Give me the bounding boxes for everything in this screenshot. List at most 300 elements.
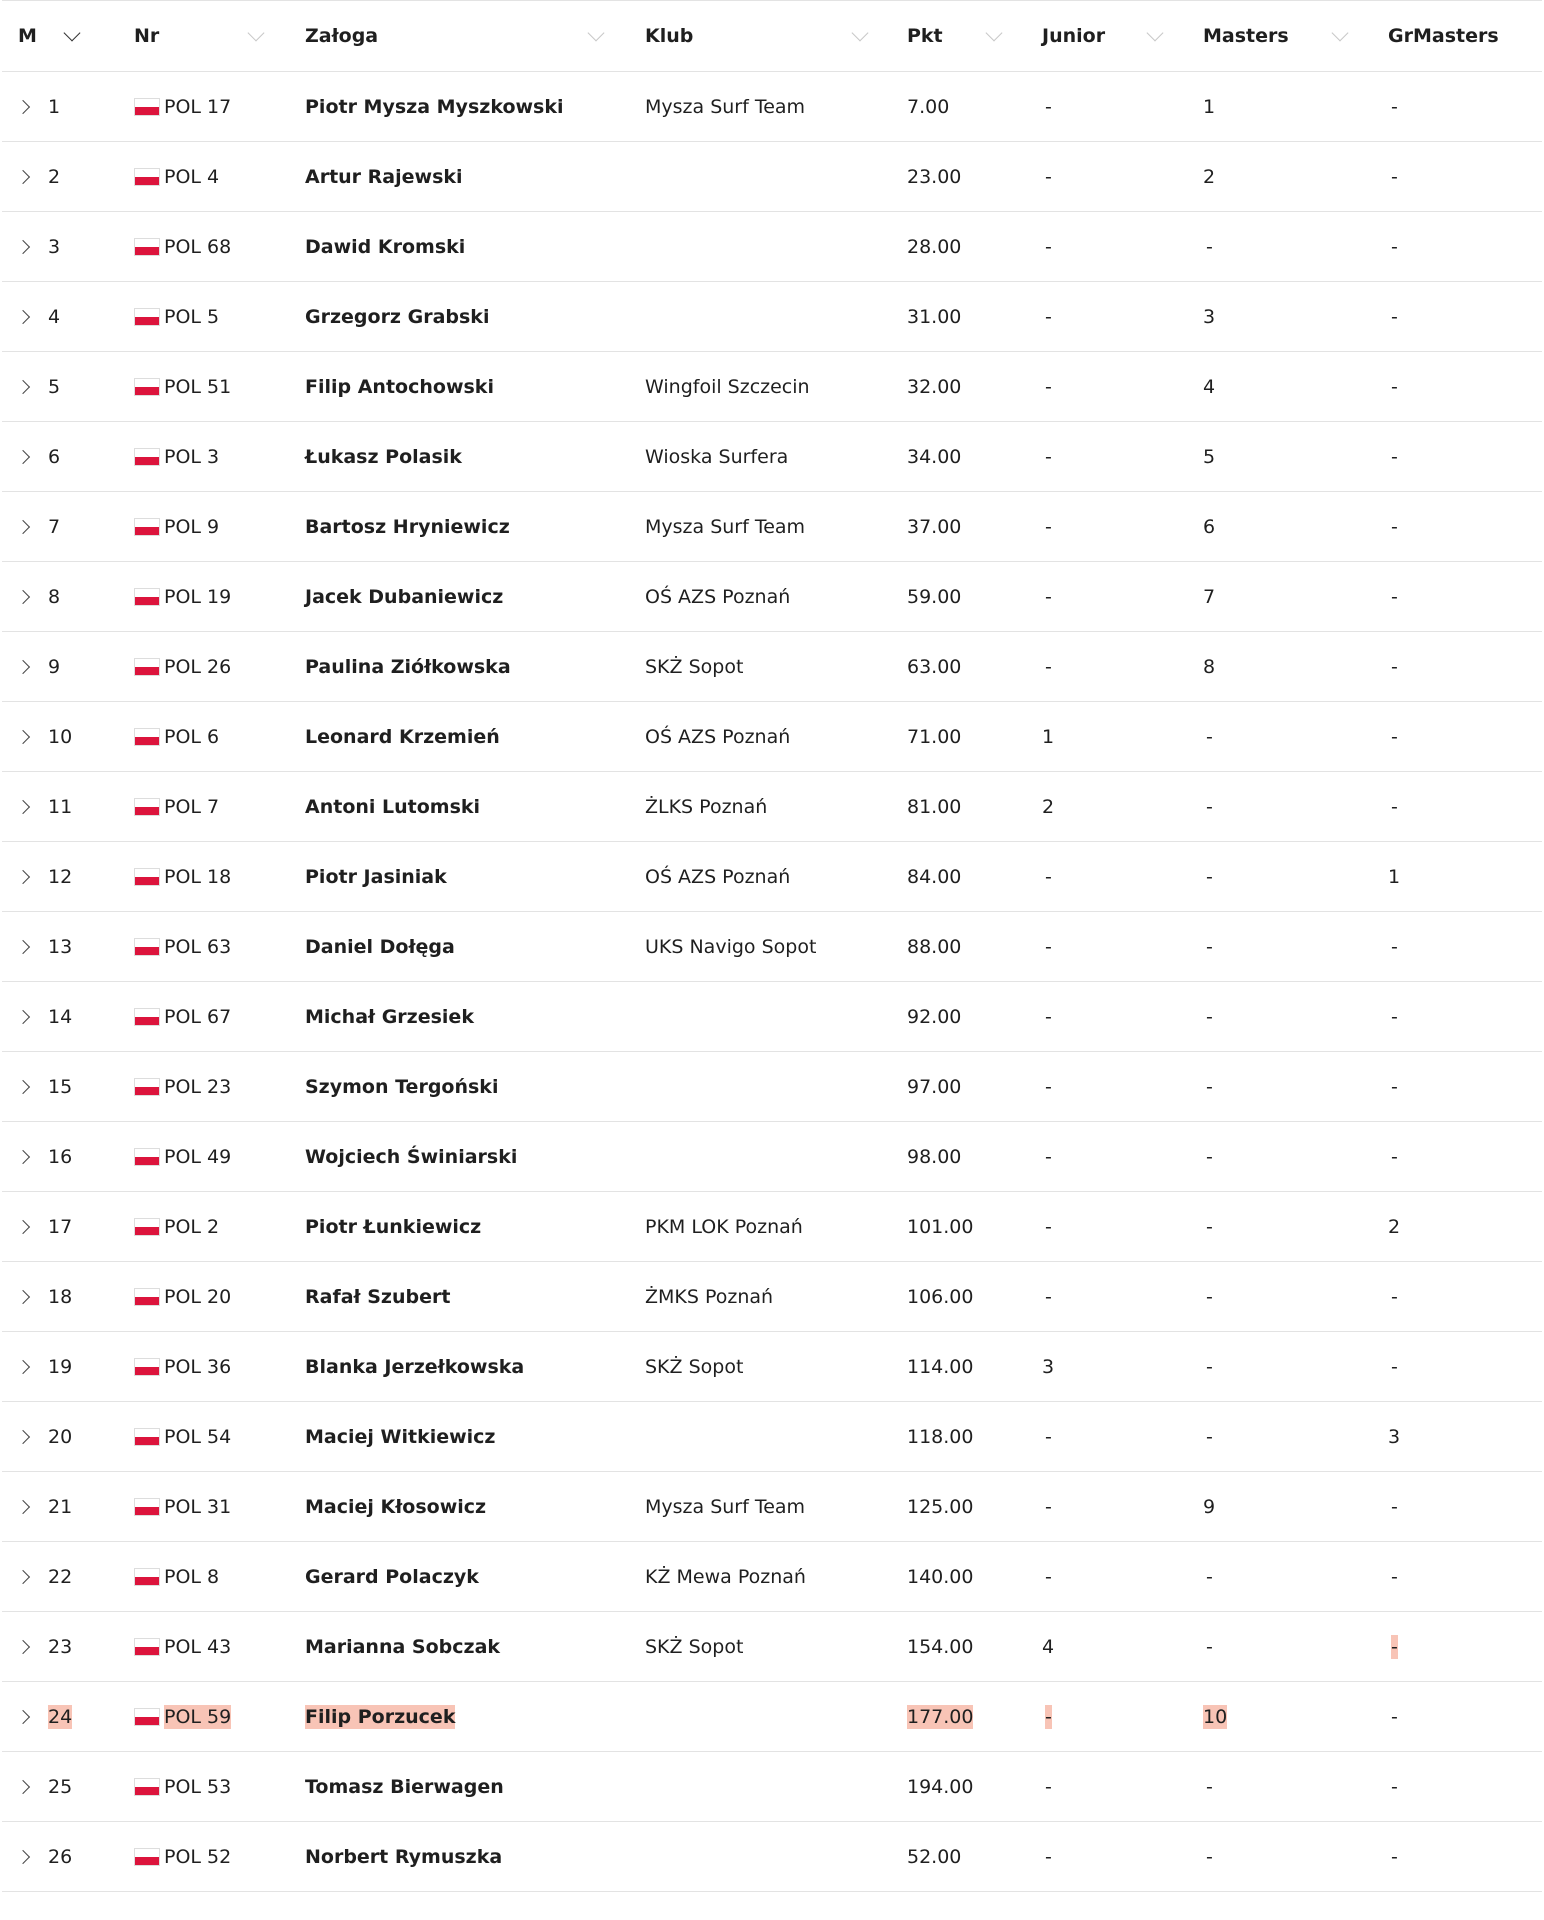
points-cell (907, 1472, 973, 1541)
masters-cell (1203, 1192, 1213, 1261)
points-cell-text: 140.00 (907, 1565, 974, 1588)
position-cell (18, 1262, 72, 1331)
sail-number-cell (134, 632, 231, 701)
table-row[interactable] (2, 1542, 1542, 1612)
table-row[interactable] (2, 282, 1542, 352)
table-row[interactable] (2, 1612, 1542, 1682)
masters-cell-text: - (1206, 1075, 1213, 1098)
position-cell (18, 1052, 72, 1121)
sail-number-cell-text: POL 54 (164, 1425, 232, 1448)
junior-cell (1042, 772, 1054, 841)
grmasters-cell (1388, 1052, 1398, 1121)
chevron-down-icon[interactable] (66, 1, 78, 71)
poland-flag-icon (134, 1778, 160, 1796)
chevron-right-icon[interactable] (16, 309, 30, 323)
points-cell (907, 282, 961, 351)
chevron-right-icon[interactable] (16, 1849, 30, 1863)
position-cell (18, 1192, 72, 1261)
points-cell (907, 842, 961, 911)
sort-icon[interactable] (1334, 1, 1346, 71)
crew-cell-text: Filip Porzucek (305, 1705, 456, 1728)
club-cell (645, 422, 788, 491)
sail-number-cell (134, 982, 231, 1051)
table-row[interactable] (2, 1052, 1542, 1122)
masters-cell (1203, 562, 1215, 631)
sort-icon[interactable] (590, 1, 602, 71)
crew-cell-text: Rafał Szubert (305, 1285, 451, 1308)
sail-number-cell-text: POL 52 (164, 1845, 232, 1868)
grmasters-cell (1388, 912, 1398, 981)
points-cell-text: 177.00 (907, 1705, 974, 1728)
sail-number-cell (134, 772, 219, 841)
chevron-right-icon[interactable] (16, 1779, 30, 1793)
club-cell (645, 702, 790, 771)
sail-number-cell-text: POL 53 (164, 1775, 232, 1798)
club-cell (645, 492, 805, 561)
table-row[interactable] (2, 1682, 1542, 1752)
points-cell-text: 63.00 (907, 655, 962, 678)
table-row[interactable] (2, 842, 1542, 912)
junior-cell-text: - (1045, 1845, 1052, 1868)
chevron-right-icon[interactable] (16, 729, 30, 743)
junior-cell (1042, 1542, 1052, 1611)
junior-cell (1042, 632, 1052, 701)
crew-cell-text: Bartosz Hryniewicz (305, 515, 510, 538)
masters-cell (1203, 982, 1213, 1051)
sail-number-cell-text: POL 67 (164, 1005, 232, 1028)
junior-cell-text: 2 (1042, 795, 1055, 818)
header-club[interactable]: Klub (645, 25, 694, 47)
masters-cell (1203, 492, 1215, 561)
junior-cell (1042, 842, 1052, 911)
club-cell (645, 352, 810, 421)
chevron-right-icon[interactable] (16, 1219, 30, 1233)
points-cell-text: 32.00 (907, 375, 962, 398)
junior-cell-text: - (1045, 1075, 1052, 1098)
grmasters-cell-text: - (1391, 655, 1398, 678)
chevron-right-icon[interactable] (16, 1569, 30, 1583)
table-row[interactable] (2, 1402, 1542, 1472)
chevron-right-icon[interactable] (16, 1149, 30, 1163)
masters-cell-text: - (1206, 1285, 1213, 1308)
points-cell-text: 118.00 (907, 1425, 974, 1448)
masters-cell (1203, 142, 1215, 211)
junior-cell-text: 3 (1042, 1355, 1055, 1378)
junior-cell-text: - (1045, 1775, 1052, 1798)
sail-number-cell (134, 1052, 231, 1121)
chevron-right-icon[interactable] (16, 1639, 30, 1653)
grmasters-cell (1388, 492, 1398, 561)
position-cell (18, 1122, 72, 1191)
junior-cell-text: - (1045, 1215, 1052, 1238)
junior-cell (1042, 982, 1052, 1051)
crew-cell (305, 212, 465, 281)
poland-flag-icon (134, 98, 160, 116)
points-cell (907, 1052, 961, 1121)
points-cell-text: 97.00 (907, 1075, 962, 1098)
header-m[interactable]: M (18, 25, 37, 47)
sail-number-cell (134, 352, 231, 421)
junior-cell (1042, 492, 1052, 561)
club-cell (645, 772, 767, 841)
grmasters-cell-text: - (1391, 1635, 1398, 1658)
position-cell (18, 1472, 72, 1541)
crew-cell (305, 1822, 502, 1891)
grmasters-cell-text: - (1391, 515, 1398, 538)
masters-cell-text: 10 (1203, 1705, 1228, 1728)
poland-flag-icon (134, 1358, 160, 1376)
table-row[interactable] (2, 632, 1542, 702)
poland-flag-icon (134, 448, 160, 466)
masters-cell (1203, 1822, 1213, 1891)
poland-flag-icon (134, 798, 160, 816)
table-row[interactable] (2, 422, 1542, 492)
header-nr[interactable]: Nr (134, 25, 160, 47)
position-cell-text: 9 (48, 655, 61, 678)
position-cell-text: 4 (48, 305, 61, 328)
club-cell (645, 1332, 743, 1401)
sail-number-cell-text: POL 8 (164, 1565, 220, 1588)
poland-flag-icon (134, 1848, 160, 1866)
sort-icon[interactable] (988, 1, 1000, 71)
table-row[interactable] (2, 1752, 1542, 1822)
sort-icon[interactable] (250, 1, 262, 71)
grmasters-cell (1388, 422, 1398, 491)
table-row[interactable] (2, 982, 1542, 1052)
grmasters-cell-text: - (1391, 935, 1398, 958)
masters-cell-text: 4 (1203, 375, 1216, 398)
chevron-right-icon[interactable] (16, 379, 30, 393)
table-row[interactable] (2, 702, 1542, 772)
points-cell-text: 23.00 (907, 165, 962, 188)
club-cell-text: SKŻ Sopot (645, 1355, 744, 1378)
header-junior[interactable]: Junior (1042, 25, 1106, 47)
position-cell-text: 16 (48, 1145, 73, 1168)
crew-cell-text: Tomasz Bierwagen (305, 1775, 504, 1798)
masters-cell (1203, 912, 1213, 981)
junior-cell-text: - (1045, 1495, 1052, 1518)
position-cell (18, 422, 60, 491)
table-row[interactable] (2, 1262, 1542, 1332)
crew-cell (305, 842, 447, 911)
crew-cell (305, 1192, 481, 1261)
sail-number-cell-text: POL 23 (164, 1075, 232, 1098)
points-cell (907, 1402, 973, 1471)
position-cell-text: 6 (48, 445, 61, 468)
club-cell (645, 632, 743, 701)
crew-cell (305, 912, 455, 981)
position-cell (18, 912, 72, 981)
grmasters-cell-text: 3 (1388, 1425, 1401, 1448)
sail-number-cell (134, 72, 231, 141)
poland-flag-icon (134, 168, 160, 186)
junior-cell (1042, 1682, 1052, 1751)
points-cell-text: 154.00 (907, 1635, 974, 1658)
position-cell-text: 15 (48, 1075, 73, 1098)
club-cell-text: Mysza Surf Team (645, 1495, 806, 1518)
crew-cell-text: Antoni Lutomski (305, 795, 481, 818)
position-cell-text: 21 (48, 1495, 73, 1518)
results-table (2, 0, 1542, 1892)
position-cell (18, 632, 60, 701)
position-cell-text: 23 (48, 1635, 73, 1658)
poland-flag-icon (134, 238, 160, 256)
sail-number-cell-text: POL 2 (164, 1215, 220, 1238)
poland-flag-icon (134, 588, 160, 606)
crew-cell-text: Norbert Rymuszka (305, 1845, 503, 1868)
chevron-right-icon[interactable] (16, 659, 30, 673)
masters-cell-text: 2 (1203, 165, 1216, 188)
sort-icon[interactable] (854, 1, 866, 71)
header-crew[interactable]: Załoga (305, 25, 379, 47)
points-cell (907, 492, 961, 561)
chevron-right-icon[interactable] (16, 1429, 30, 1443)
sail-number-cell (134, 702, 219, 771)
sail-number-cell-text: POL 68 (164, 235, 232, 258)
position-cell-text: 19 (48, 1355, 73, 1378)
position-cell-text: 7 (48, 515, 61, 538)
sail-number-cell-text: POL 20 (164, 1285, 232, 1308)
position-cell-text: 2 (48, 165, 61, 188)
poland-flag-icon (134, 728, 160, 746)
table-row[interactable] (2, 912, 1542, 982)
grmasters-cell-text: - (1391, 795, 1398, 818)
crew-cell (305, 982, 474, 1051)
table-row[interactable] (2, 492, 1542, 562)
chevron-right-icon[interactable] (16, 169, 30, 183)
crew-cell-text: Piotr Mysza Myszkowski (305, 95, 564, 118)
sail-number-cell (134, 1542, 219, 1611)
sail-number-cell-text: POL 19 (164, 585, 232, 608)
sail-number-cell (134, 282, 219, 351)
club-cell-text: OŚ AZS Poznań (645, 865, 791, 888)
grmasters-cell (1388, 632, 1398, 701)
chevron-right-icon[interactable] (16, 1709, 30, 1723)
sail-number-cell (134, 142, 219, 211)
position-cell (18, 1752, 72, 1821)
grmasters-cell (1388, 982, 1398, 1051)
chevron-right-icon[interactable] (16, 799, 30, 813)
crew-cell-text: Dawid Kromski (305, 235, 466, 258)
sail-number-cell-text: POL 26 (164, 655, 232, 678)
masters-cell (1203, 352, 1215, 421)
junior-cell (1042, 1822, 1052, 1891)
table-row[interactable] (2, 1822, 1542, 1892)
sail-number-cell-text: POL 5 (164, 305, 220, 328)
crew-cell-text: Łukasz Polasik (305, 445, 462, 468)
table-row[interactable] (2, 352, 1542, 422)
junior-cell-text: - (1045, 165, 1052, 188)
junior-cell (1042, 1402, 1052, 1471)
points-cell-text: 31.00 (907, 305, 962, 328)
position-cell (18, 1542, 72, 1611)
poland-flag-icon (134, 1078, 160, 1096)
sail-number-cell (134, 1822, 231, 1891)
club-cell (645, 1472, 805, 1541)
club-cell (645, 912, 816, 981)
table-row[interactable] (2, 72, 1542, 142)
junior-cell (1042, 422, 1052, 491)
poland-flag-icon (134, 308, 160, 326)
position-cell (18, 842, 72, 911)
club-cell-text: SKŻ Sopot (645, 1635, 744, 1658)
chevron-right-icon[interactable] (16, 589, 30, 603)
grmasters-cell (1388, 72, 1398, 141)
chevron-right-icon[interactable] (16, 519, 30, 533)
points-cell (907, 1822, 961, 1891)
masters-cell-text: - (1206, 1005, 1213, 1028)
masters-cell-text: - (1206, 1355, 1213, 1378)
crew-cell-text: Piotr Jasiniak (305, 865, 447, 888)
table-row[interactable] (2, 772, 1542, 842)
grmasters-cell-text: - (1391, 1705, 1398, 1728)
crew-cell-text: Maciej Kłosowicz (305, 1495, 487, 1518)
grmasters-cell-text: - (1391, 1565, 1398, 1588)
table-row[interactable] (2, 1122, 1542, 1192)
chevron-right-icon[interactable] (16, 449, 30, 463)
position-cell (18, 1822, 72, 1891)
points-cell (907, 422, 961, 491)
points-cell-text: 84.00 (907, 865, 962, 888)
sort-icon[interactable] (1149, 1, 1161, 71)
sail-number-cell (134, 1192, 219, 1261)
table-row[interactable] (2, 562, 1542, 632)
sail-number-cell-text: POL 17 (164, 95, 232, 118)
crew-cell (305, 1472, 486, 1541)
grmasters-cell-text: - (1391, 1005, 1398, 1028)
grmasters-cell (1388, 1612, 1398, 1681)
masters-cell-text: 5 (1203, 445, 1216, 468)
club-cell-text: KŻ Mewa Poznań (645, 1565, 806, 1588)
masters-cell-text: - (1206, 1845, 1213, 1868)
crew-cell (305, 1752, 504, 1821)
crew-cell (305, 352, 494, 421)
junior-cell-text: - (1045, 935, 1052, 958)
crew-cell (305, 1682, 455, 1751)
chevron-right-icon[interactable] (16, 1009, 30, 1023)
sail-number-cell-text: POL 63 (164, 935, 232, 958)
chevron-right-icon[interactable] (16, 1079, 30, 1093)
chevron-right-icon[interactable] (16, 939, 30, 953)
points-cell (907, 1752, 973, 1821)
grmasters-cell (1388, 1192, 1400, 1261)
masters-cell-text: - (1206, 1215, 1213, 1238)
poland-flag-icon (134, 1568, 160, 1586)
crew-cell-text: Maciej Witkiewicz (305, 1425, 496, 1448)
points-cell-text: 125.00 (907, 1495, 974, 1518)
junior-cell (1042, 352, 1052, 421)
junior-cell-text: - (1045, 1285, 1052, 1308)
sail-number-cell (134, 422, 219, 491)
masters-cell (1203, 282, 1215, 351)
position-cell (18, 142, 60, 211)
points-cell (907, 72, 949, 141)
table-row[interactable] (2, 142, 1542, 212)
position-cell-text: 20 (48, 1425, 73, 1448)
masters-cell (1203, 772, 1213, 841)
table-row[interactable] (2, 1192, 1542, 1262)
masters-cell (1203, 842, 1213, 911)
junior-cell (1042, 1472, 1052, 1541)
position-cell-text: 25 (48, 1775, 73, 1798)
junior-cell (1042, 1332, 1054, 1401)
sail-number-cell (134, 492, 219, 561)
points-cell (907, 1542, 973, 1611)
masters-cell (1203, 1402, 1213, 1471)
position-cell (18, 562, 60, 631)
masters-cell-text: 9 (1203, 1495, 1216, 1518)
grmasters-cell (1388, 352, 1398, 421)
position-cell-text: 1 (48, 95, 61, 118)
header-grmasters[interactable]: GrMasters (1388, 25, 1499, 47)
grmasters-cell-text: - (1391, 1075, 1398, 1098)
club-cell-text: Wioska Surfera (645, 445, 789, 468)
poland-flag-icon (134, 938, 160, 956)
poland-flag-icon (134, 1008, 160, 1026)
position-cell-text: 14 (48, 1005, 73, 1028)
junior-cell-text: - (1045, 655, 1052, 678)
grmasters-cell-text: - (1391, 585, 1398, 608)
points-cell-text: 98.00 (907, 1145, 962, 1168)
crew-cell (305, 492, 510, 561)
points-cell-text: 71.00 (907, 725, 962, 748)
chevron-right-icon[interactable] (16, 1499, 30, 1513)
masters-cell-text: 6 (1203, 515, 1216, 538)
position-cell (18, 282, 60, 351)
points-cell (907, 562, 961, 631)
chevron-right-icon[interactable] (16, 1359, 30, 1373)
table-row[interactable] (2, 1332, 1542, 1402)
grmasters-cell (1388, 1682, 1398, 1751)
grmasters-cell-text: - (1391, 1355, 1398, 1378)
crew-cell-text: Gerard Polaczyk (305, 1565, 479, 1588)
club-cell-text: ŻMKS Poznań (645, 1285, 774, 1308)
header-pkt[interactable]: Pkt (907, 25, 943, 47)
chevron-right-icon[interactable] (16, 99, 30, 113)
chevron-right-icon[interactable] (16, 869, 30, 883)
position-cell-text: 13 (48, 935, 73, 958)
grmasters-cell (1388, 1752, 1398, 1821)
points-cell-text: 106.00 (907, 1285, 974, 1308)
position-cell-text: 17 (48, 1215, 73, 1238)
points-cell (907, 212, 961, 281)
table-row[interactable] (2, 1472, 1542, 1542)
sail-number-cell (134, 912, 231, 981)
position-cell-text: 12 (48, 865, 73, 888)
grmasters-cell (1388, 1332, 1398, 1401)
position-cell-text: 3 (48, 235, 61, 258)
crew-cell-text: Michał Grzesiek (305, 1005, 474, 1028)
crew-cell-text: Wojciech Świniarski (305, 1145, 518, 1168)
poland-flag-icon (134, 1428, 160, 1446)
grmasters-cell (1388, 702, 1398, 771)
points-cell (907, 982, 961, 1051)
chevron-right-icon[interactable] (16, 239, 30, 253)
junior-cell-text: - (1045, 1005, 1052, 1028)
crew-cell-text: Grzegorz Grabski (305, 305, 490, 328)
table-row[interactable] (2, 212, 1542, 282)
chevron-right-icon[interactable] (16, 1289, 30, 1303)
crew-cell (305, 1612, 500, 1681)
grmasters-cell (1388, 142, 1398, 211)
junior-cell-text: 1 (1042, 725, 1055, 748)
header-masters[interactable]: Masters (1203, 25, 1289, 47)
sail-number-cell (134, 842, 231, 911)
junior-cell (1042, 1192, 1052, 1261)
masters-cell (1203, 632, 1215, 701)
club-cell (645, 562, 790, 631)
position-cell (18, 1612, 72, 1681)
